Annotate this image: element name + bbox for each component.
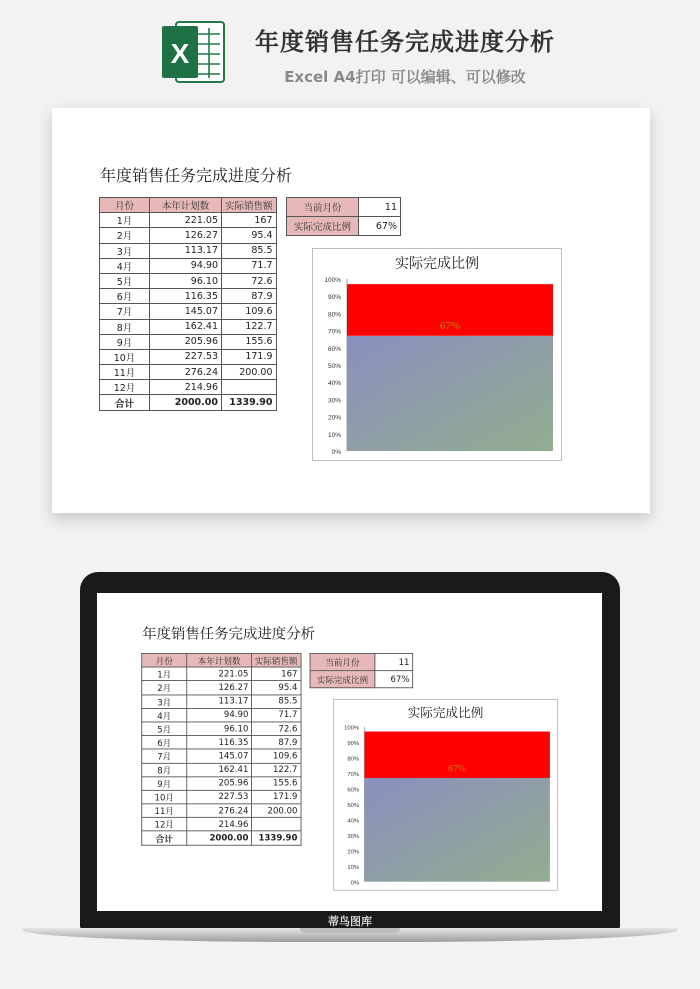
y-tick-label: 40%: [327, 380, 341, 388]
table-cell[interactable]: 94.90: [150, 258, 222, 273]
table-row: [142, 749, 301, 763]
table-row: [100, 243, 277, 258]
page-title: 年度销售任务完成进度分析: [255, 28, 555, 56]
column-header: 实际销售额: [222, 198, 277, 213]
y-tick-label: 10%: [327, 431, 341, 439]
table-cell[interactable]: 162.41: [150, 319, 222, 334]
sales-table: [99, 197, 277, 411]
page-subtitle: Excel A4打印 可以编辑、可以修改: [284, 68, 526, 86]
table-row: [142, 763, 301, 777]
table-cell[interactable]: [222, 380, 277, 395]
ratio-value: 67%: [375, 671, 413, 688]
table-cell[interactable]: 200.00: [252, 804, 301, 818]
table-row: [100, 273, 277, 288]
table-row: [142, 708, 301, 722]
column-header: 本年计划数: [187, 654, 252, 668]
table-row: [100, 304, 277, 319]
y-tick-label: 20%: [347, 849, 360, 856]
completion-chart: [333, 699, 558, 891]
table-cell[interactable]: 85.5: [252, 695, 301, 709]
chart-title: 实际完成比例: [395, 256, 479, 272]
table-cell[interactable]: 9月: [142, 777, 187, 791]
table-cell[interactable]: 11月: [100, 365, 150, 380]
y-tick-label: 80%: [347, 756, 360, 763]
table-cell[interactable]: 10月: [142, 790, 187, 804]
table-cell[interactable]: 6月: [142, 736, 187, 750]
table-row: [100, 380, 277, 395]
y-tick-label: 100%: [324, 277, 341, 284]
table-cell[interactable]: 87.9: [252, 736, 301, 750]
table-cell[interactable]: 116.35: [150, 289, 222, 304]
total-cell: 1339.90: [222, 395, 277, 410]
table-cell[interactable]: 205.96: [187, 777, 252, 791]
laptop-mockup: [80, 572, 620, 930]
table-cell[interactable]: 9月: [100, 334, 150, 349]
y-tick-label: 30%: [327, 397, 341, 405]
table-cell[interactable]: 162.41: [187, 763, 252, 777]
y-tick-label: 90%: [327, 294, 341, 302]
sheet-title: 年度销售任务完成进度分析: [100, 166, 293, 185]
table-cell[interactable]: 167: [252, 667, 301, 681]
y-tick-label: 0%: [350, 880, 360, 887]
table-cell[interactable]: 116.35: [187, 736, 252, 750]
table-row: [142, 790, 301, 804]
table-cell[interactable]: 85.5: [222, 243, 277, 258]
ratio-label: 实际完成比例: [310, 671, 375, 688]
table-row: [142, 681, 301, 695]
table-cell[interactable]: 10月: [100, 349, 150, 364]
table-cell[interactable]: 205.96: [150, 334, 222, 349]
table-cell[interactable]: 145.07: [187, 749, 252, 763]
table-cell[interactable]: 7月: [142, 749, 187, 763]
current-month-value: 11: [375, 654, 413, 671]
data-label: 67%: [439, 319, 461, 332]
table-row: [100, 334, 277, 349]
y-tick-label: 70%: [347, 772, 360, 779]
table-row: [142, 736, 301, 750]
y-tick-label: 60%: [327, 345, 341, 353]
column-header: 月份: [100, 198, 150, 213]
brand-label: 蒂鸟图库: [328, 915, 372, 928]
table-cell[interactable]: 96.10: [150, 273, 222, 288]
ratio-value: 67%: [359, 217, 401, 236]
table-cell[interactable]: 145.07: [150, 304, 222, 319]
table-cell[interactable]: [252, 818, 301, 832]
y-tick-label: 0%: [331, 449, 341, 456]
chart-plot: [334, 700, 559, 892]
table-cell[interactable]: 3月: [142, 695, 187, 709]
table-cell[interactable]: 72.6: [222, 273, 277, 288]
table-cell[interactable]: 167: [222, 213, 277, 228]
total-cell: 合计: [142, 831, 187, 845]
table-cell[interactable]: 214.96: [150, 380, 222, 395]
table-cell[interactable]: 71.7: [252, 708, 301, 722]
table-cell[interactable]: 6月: [100, 289, 150, 304]
current-month-label: 当前月份: [310, 654, 375, 671]
table-cell[interactable]: 122.7: [252, 763, 301, 777]
table-row: [142, 777, 301, 791]
laptop-screen: [97, 593, 602, 911]
table-row: [100, 213, 277, 228]
y-tick-label: 80%: [327, 311, 341, 319]
column-header: 实际销售额: [252, 654, 301, 668]
summary-table: [310, 653, 414, 688]
table-row: [100, 258, 277, 273]
table-row: [142, 667, 301, 681]
table-cell[interactable]: 11月: [142, 804, 187, 818]
table-cell[interactable]: 3月: [100, 243, 150, 258]
table-cell[interactable]: 12月: [142, 818, 187, 832]
table-cell[interactable]: 71.7: [222, 258, 277, 273]
table-row: [100, 365, 277, 380]
table-cell[interactable]: 2月: [100, 228, 150, 243]
y-tick-label: 70%: [327, 328, 341, 336]
table-cell[interactable]: 95.4: [222, 228, 277, 243]
actual-bar-segment: [365, 778, 550, 882]
table-cell[interactable]: 1月: [100, 213, 150, 228]
table-cell[interactable]: 155.6: [222, 334, 277, 349]
table-cell[interactable]: 4月: [142, 708, 187, 722]
table-cell[interactable]: 8月: [142, 763, 187, 777]
table-row: [142, 804, 301, 818]
table-row: [142, 722, 301, 736]
table-cell[interactable]: 2月: [142, 681, 187, 695]
table-cell[interactable]: 4月: [100, 258, 150, 273]
table-cell[interactable]: 109.6: [252, 749, 301, 763]
table-cell[interactable]: 109.6: [222, 304, 277, 319]
laptop-notch: [300, 928, 400, 933]
spreadsheet: [52, 108, 612, 456]
table-cell[interactable]: 221.05: [150, 213, 222, 228]
table-cell[interactable]: 1月: [142, 667, 187, 681]
table-cell[interactable]: 122.7: [222, 319, 277, 334]
table-cell[interactable]: 72.6: [252, 722, 301, 736]
table-cell[interactable]: 276.24: [187, 804, 252, 818]
column-header: 本年计划数: [150, 198, 222, 213]
chart-title: 实际完成比例: [407, 706, 484, 721]
ratio-label: 实际完成比例: [287, 217, 359, 236]
table-cell[interactable]: 221.05: [187, 667, 252, 681]
total-row: [100, 395, 277, 410]
y-tick-label: 50%: [327, 363, 341, 370]
table-cell[interactable]: 126.27: [150, 228, 222, 243]
table-row: [100, 289, 277, 304]
table-cell[interactable]: 214.96: [187, 818, 252, 832]
table-row: [100, 319, 277, 334]
table-cell[interactable]: 126.27: [187, 681, 252, 695]
data-label: 67%: [448, 763, 467, 775]
table-cell[interactable]: 113.17: [150, 243, 222, 258]
y-tick-label: 20%: [327, 414, 341, 422]
table-cell[interactable]: 227.53: [150, 349, 222, 364]
table-row: [100, 228, 277, 243]
chart-plot: [313, 249, 563, 462]
table-cell[interactable]: 155.6: [252, 777, 301, 791]
table-row: [100, 349, 277, 364]
y-tick-label: 40%: [347, 818, 360, 825]
table-cell[interactable]: 94.90: [187, 708, 252, 722]
table-cell[interactable]: 87.9: [222, 289, 277, 304]
y-tick-label: 30%: [347, 833, 360, 840]
sheet-title: 年度销售任务完成进度分析: [142, 625, 316, 643]
table-cell[interactable]: 5月: [100, 273, 150, 288]
y-tick-label: 50%: [347, 803, 360, 809]
table-cell[interactable]: 227.53: [187, 790, 252, 804]
table-cell[interactable]: 96.10: [187, 722, 252, 736]
y-tick-label: 100%: [344, 725, 360, 732]
table-cell[interactable]: 171.9: [222, 349, 277, 364]
completion-chart: [312, 248, 562, 461]
y-tick-label: 90%: [347, 741, 360, 748]
table-cell[interactable]: 7月: [100, 304, 150, 319]
document-preview: [52, 108, 650, 513]
excel-logo-icon: [162, 20, 226, 84]
total-cell: 1339.90: [252, 831, 301, 845]
current-month-label: 当前月份: [287, 198, 359, 217]
column-header: 月份: [142, 654, 187, 668]
y-tick-label: 10%: [347, 864, 360, 871]
actual-bar-segment: [347, 336, 553, 451]
table-row: [142, 818, 301, 832]
current-month-value[interactable]: 11: [359, 198, 401, 217]
total-cell: 合计: [100, 395, 150, 410]
svg-text:X: X: [170, 38, 190, 69]
spreadsheet-copy: [99, 593, 602, 887]
table-cell[interactable]: 171.9: [252, 790, 301, 804]
table-row: [142, 695, 301, 709]
table-cell[interactable]: 12月: [100, 380, 150, 395]
table-cell[interactable]: 5月: [142, 722, 187, 736]
y-tick-label: 60%: [347, 787, 360, 794]
table-cell[interactable]: 95.4: [252, 681, 301, 695]
total-row: [142, 831, 301, 845]
sales-table: [141, 653, 301, 845]
page-header: [0, 0, 700, 100]
table-cell[interactable]: 8月: [100, 319, 150, 334]
summary-table: [286, 197, 401, 236]
table-cell[interactable]: 113.17: [187, 695, 252, 709]
total-cell: 2000.00: [150, 395, 222, 410]
total-cell: 2000.00: [187, 831, 252, 845]
table-cell[interactable]: 200.00: [222, 365, 277, 380]
table-cell[interactable]: 276.24: [150, 365, 222, 380]
